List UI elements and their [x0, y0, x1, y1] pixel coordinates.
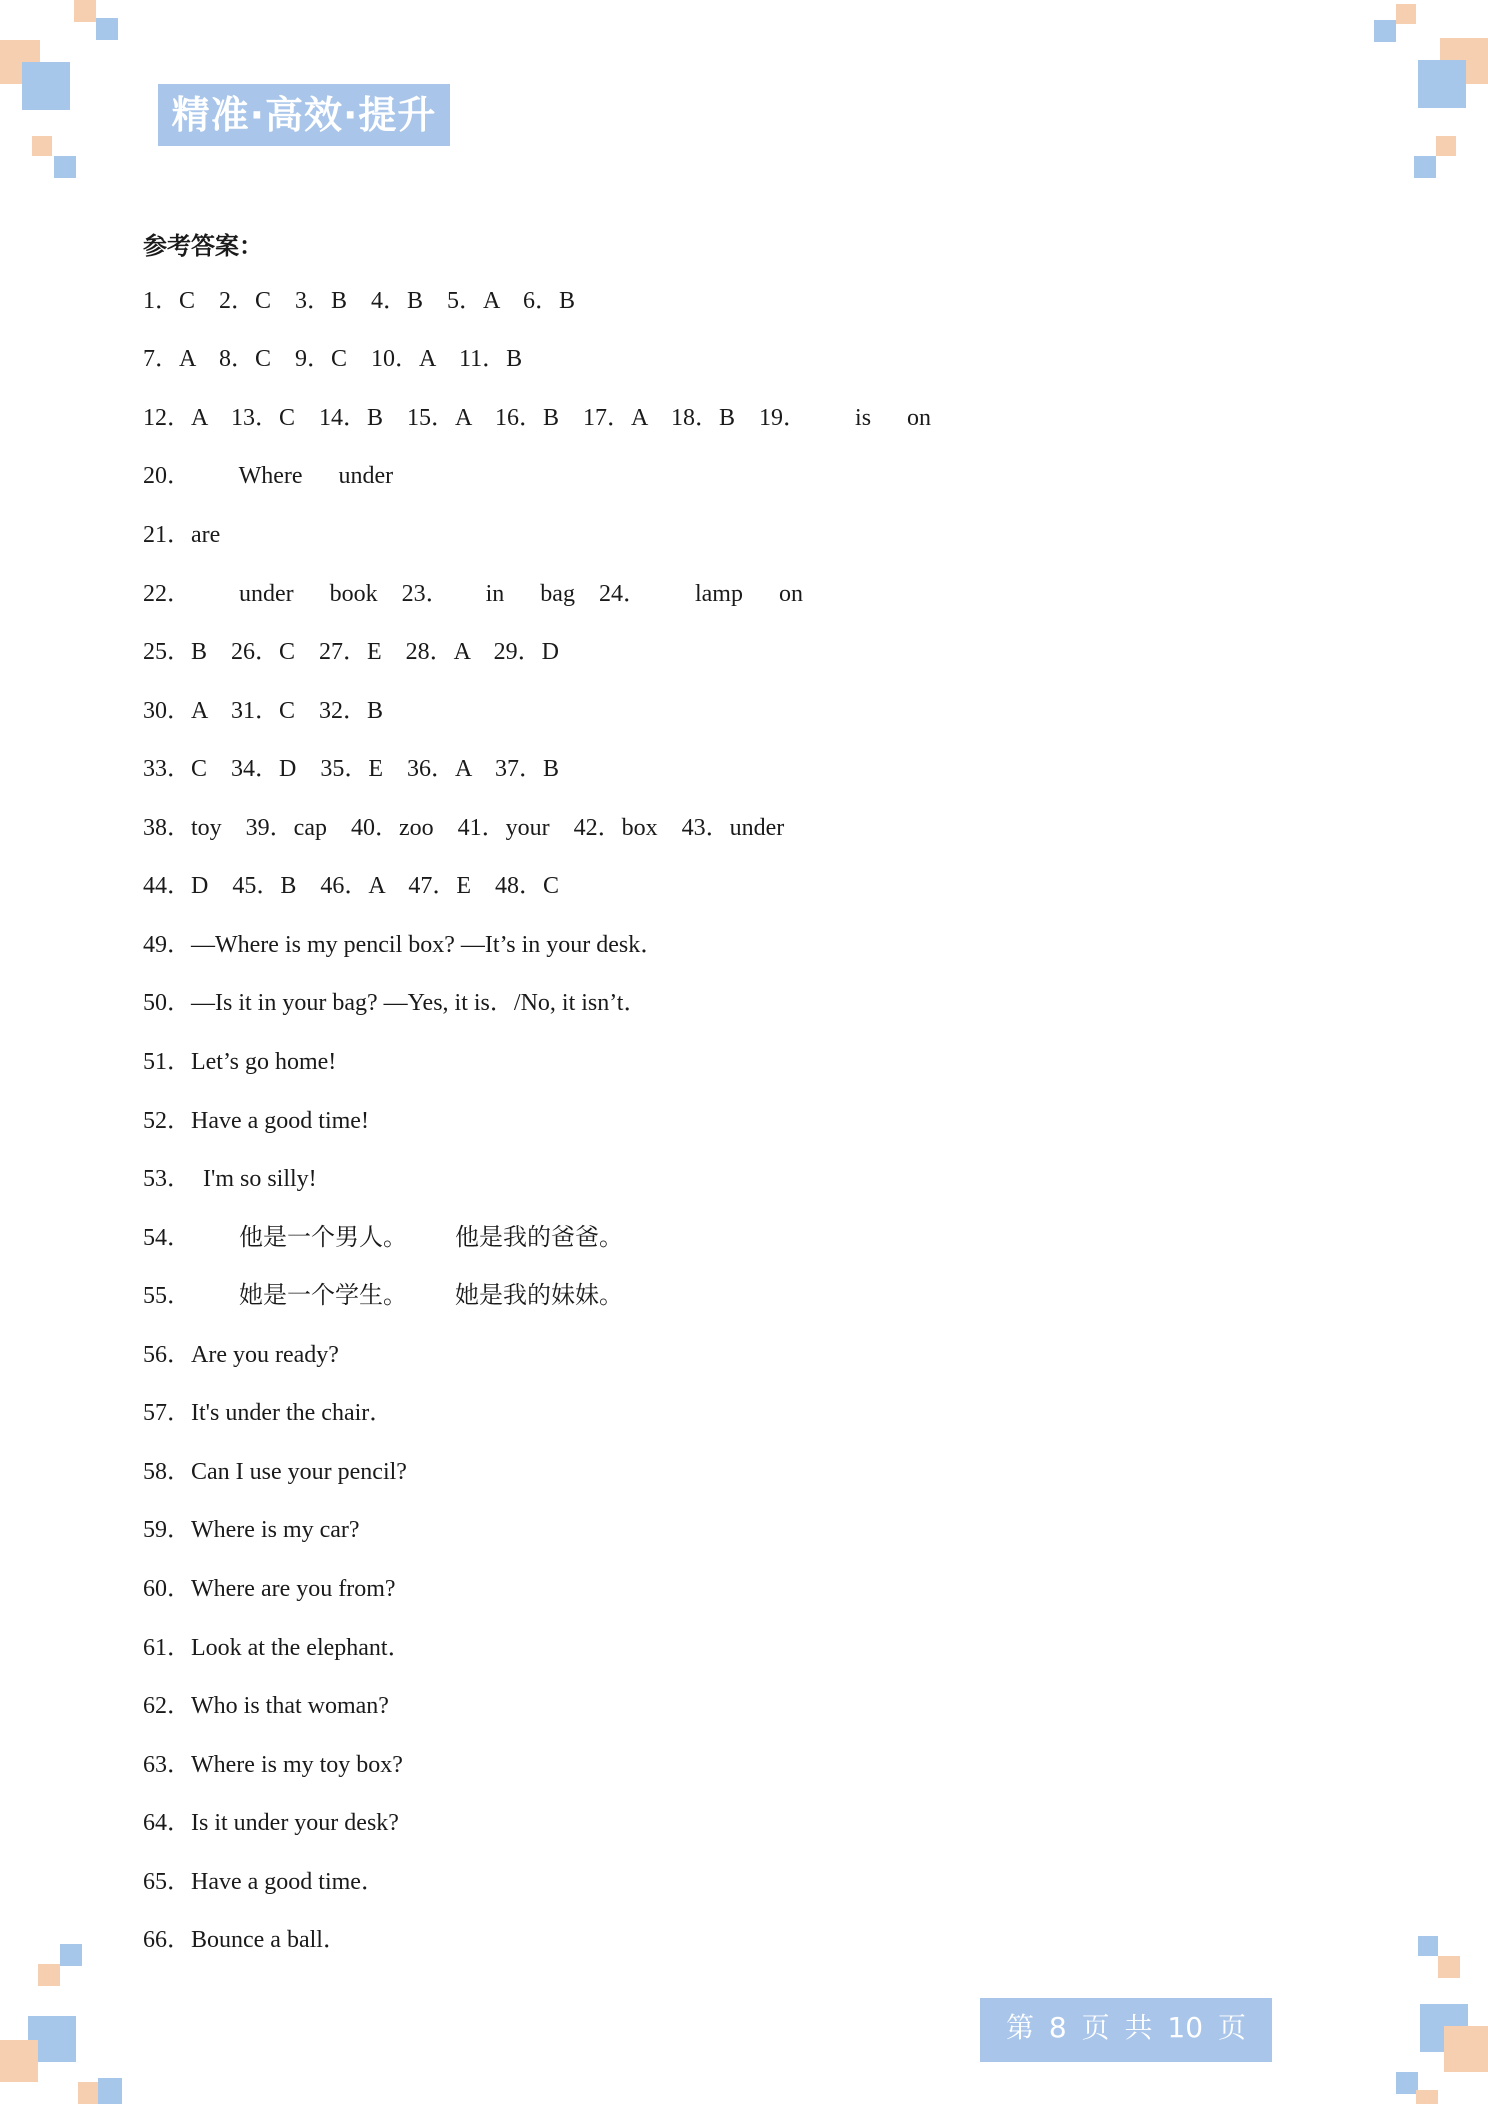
- answer-line: 60．Where are you from?: [143, 1576, 396, 1602]
- corner-decoration: [74, 0, 96, 22]
- answer-line: 22． under book 23． in bag 24． lamp on: [143, 581, 803, 607]
- corner-decoration: [1436, 136, 1456, 156]
- corner-decoration: [1444, 2026, 1488, 2072]
- corner-decoration: [1396, 2072, 1418, 2094]
- corner-decoration: [1418, 60, 1466, 108]
- answer-line: 58．Can I use your pencil?: [143, 1459, 407, 1485]
- corner-decoration: [32, 136, 52, 156]
- answer-line: 63．Where is my toy box?: [143, 1752, 403, 1778]
- answer-line: 33．C 34．D 35．E 36．A 37．B: [143, 756, 560, 782]
- answer-line: 52．Have a good time!: [143, 1108, 369, 1134]
- answer-line: 54． 他是一个男人。 他是我的爸爸。: [143, 1225, 623, 1251]
- answer-line: 21．are: [143, 522, 221, 548]
- answer-line: 66．Bounce a ball．: [143, 1927, 347, 1953]
- answer-line: 56．Are you ready?: [143, 1342, 339, 1368]
- answer-line: 49．—Where is my pencil box? —It’s in your desk．: [143, 932, 665, 958]
- answer-line: 53． I'm so silly!: [143, 1166, 317, 1192]
- page-number-label: 第 8 页 共 10 页: [980, 1998, 1272, 2062]
- answer-line: 51．Let’s go home!: [143, 1049, 337, 1075]
- answer-line: 65．Have a good time．: [143, 1869, 385, 1895]
- answer-line: 25．B 26．C 27．E 28．A 29．D: [143, 639, 560, 665]
- answer-line: 30．A 31．C 32．B: [143, 698, 384, 724]
- corner-decoration: [96, 18, 118, 40]
- corner-decoration: [1418, 1936, 1438, 1956]
- answer-line: 59．Where is my car?: [143, 1517, 360, 1543]
- corner-decoration: [98, 2078, 122, 2104]
- answers-heading: 参考答案：: [143, 232, 263, 260]
- header-banner: 精准·高效·提升: [158, 84, 450, 146]
- answer-line: 44．D 45．B 46．A 47．E 48．C: [143, 873, 560, 899]
- answer-line: 1．C 2．C 3．B 4．B 5．A 6．B: [143, 288, 576, 314]
- corner-decoration: [54, 156, 76, 178]
- answer-line: 62．Who is that woman?: [143, 1693, 389, 1719]
- answer-line: 7．A 8．C 9．C 10．A 11．B: [143, 346, 523, 372]
- answer-line: 38．toy 39．cap 40．zoo 41．your 42．box 43．under: [143, 815, 785, 841]
- answer-line: 64．Is it under your desk?: [143, 1810, 399, 1836]
- answer-line: 20． Where under: [143, 463, 394, 489]
- answer-line: 12．A 13．C 14．B 15．A 16．B 17．A 18．B 19． is on: [143, 405, 932, 431]
- answer-line: 61．Look at the elephant．: [143, 1635, 412, 1661]
- corner-decoration: [1374, 20, 1396, 42]
- corner-decoration: [1414, 156, 1436, 178]
- corner-decoration: [22, 62, 70, 110]
- corner-decoration: [78, 2082, 98, 2104]
- corner-decoration: [60, 1944, 82, 1966]
- corner-decoration: [1438, 1956, 1460, 1978]
- corner-decoration: [1416, 2090, 1438, 2104]
- answer-line: 55． 她是一个学生。 她是我的妹妹。: [143, 1283, 623, 1309]
- corner-decoration: [38, 1964, 60, 1986]
- answer-line: 57．It's under the chair．: [143, 1400, 394, 1426]
- corner-decoration: [0, 2040, 38, 2082]
- corner-decoration: [1396, 4, 1416, 24]
- answer-line: 50．—Is it in your bag? —Yes, it is．/No, it isn’t．: [143, 990, 648, 1016]
